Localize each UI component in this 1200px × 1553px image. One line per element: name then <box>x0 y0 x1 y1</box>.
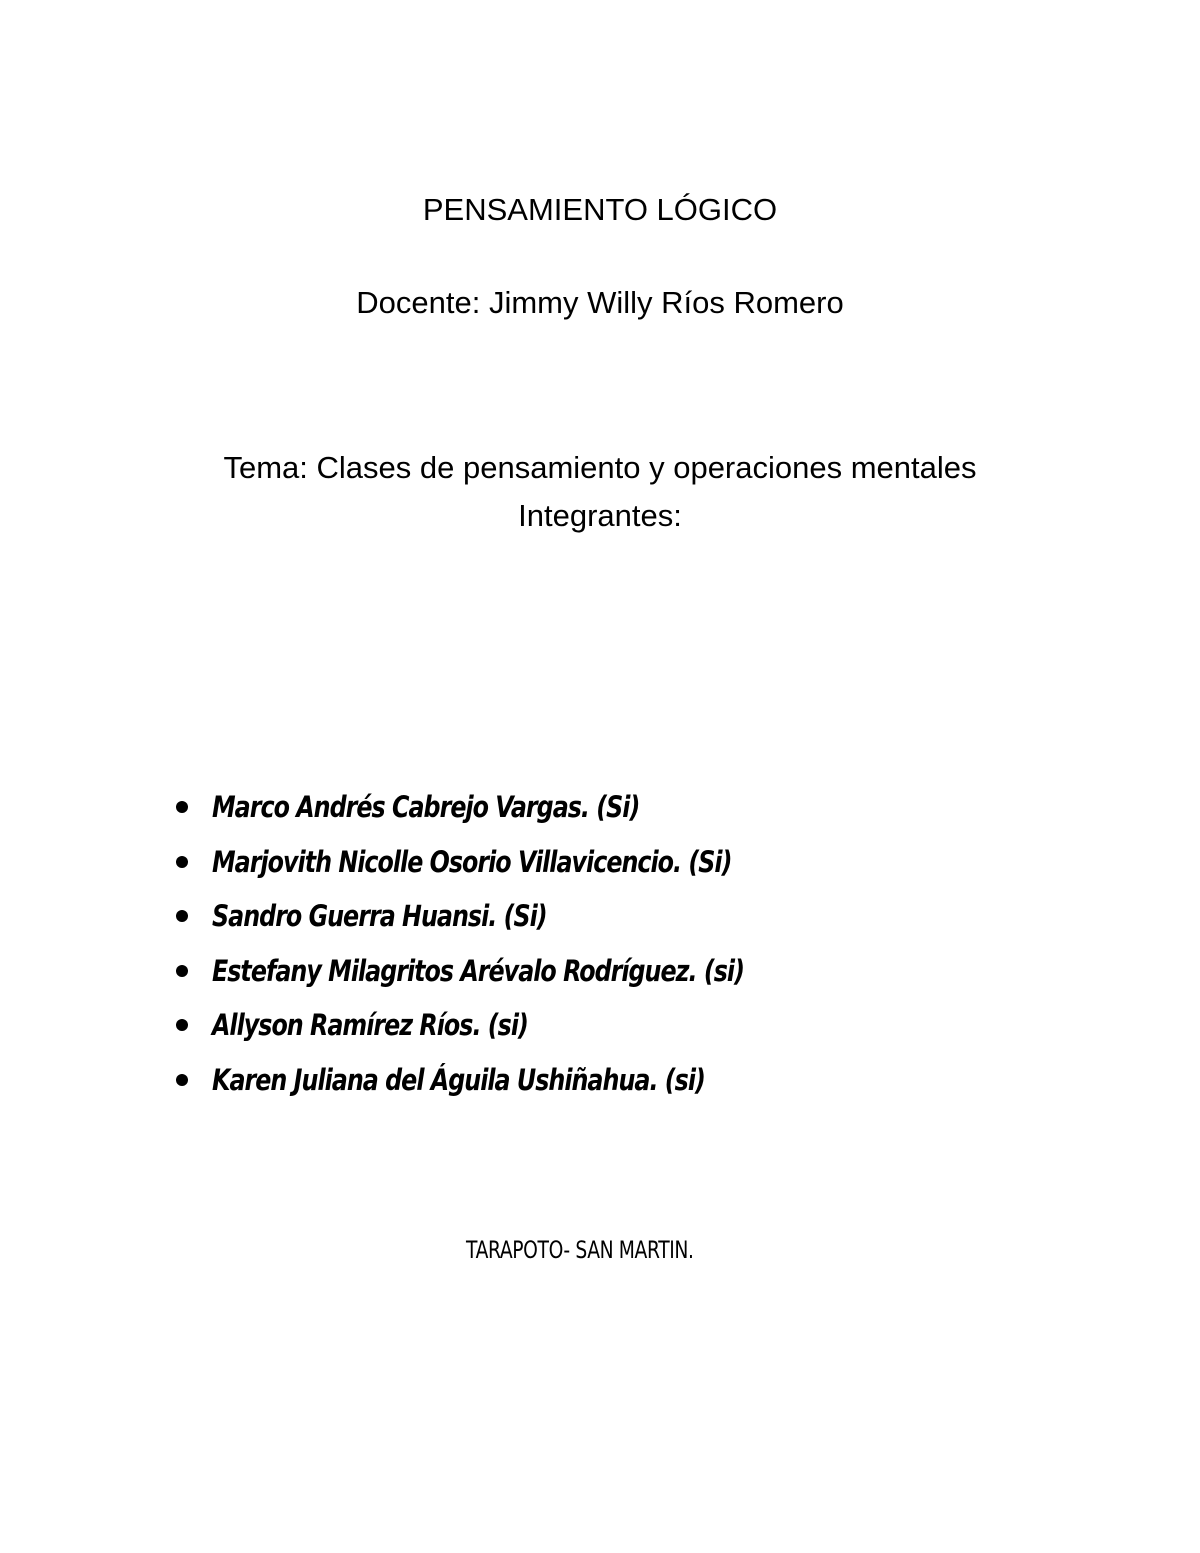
bullet-icon <box>176 1074 188 1086</box>
member-name: Marco Andrés Cabrejo Vargas. (Si) <box>212 790 640 825</box>
topic-line: Tema: Clases de pensamiento y operaciones mentales <box>223 450 977 485</box>
document-title: PENSAMIENTO LÓGICO <box>422 192 778 227</box>
bullet-icon <box>176 801 188 813</box>
bullet-icon <box>176 910 188 922</box>
member-name: Allyson Ramírez Ríos. (si) <box>212 1008 528 1043</box>
list-item <box>176 889 861 944</box>
location-footer: TARAPOTO- SAN MARTIN. <box>466 1236 694 1264</box>
list-item <box>176 780 861 835</box>
member-name: Estefany Milagritos Arévalo Rodríguez. (si) <box>212 953 744 988</box>
list-item <box>176 1053 861 1108</box>
member-name: Marjovith Nicolle Osorio Villavicencio. (Si) <box>212 844 732 879</box>
list-item <box>176 835 861 890</box>
bullet-icon <box>176 965 188 977</box>
bullet-icon <box>176 856 188 868</box>
teacher-line: Docente: Jimmy Willy Ríos Romero <box>356 285 844 320</box>
bullet-icon <box>176 1019 188 1031</box>
list-item <box>176 998 861 1053</box>
list-item <box>176 944 861 999</box>
members-label: Integrantes: <box>518 498 682 533</box>
member-name: Karen Juliana del Águila Ushiñahua. (si) <box>212 1062 705 1097</box>
member-name: Sandro Guerra Huansi. (Si) <box>212 899 547 934</box>
members-list <box>176 780 861 1107</box>
